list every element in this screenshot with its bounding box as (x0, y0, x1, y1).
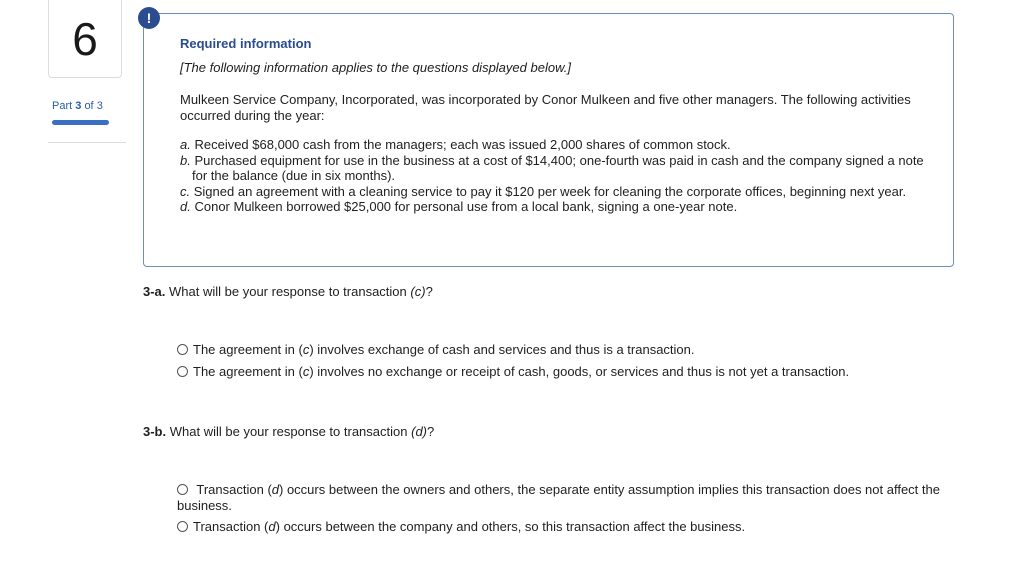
part-current: 3 (75, 100, 82, 112)
radio-option-3a-2[interactable]: The agreement in (c) involves no exchange or receipt of cash, goods, or services and thus is not yet a transaction. (177, 364, 937, 380)
activity-item: a. Received $68,000 cash from the managers; each was issued 2,000 shares of common stock. (180, 137, 731, 152)
part-progress-bar (52, 120, 109, 125)
part-prefix: Part (52, 100, 73, 112)
question-number-box (48, 0, 122, 78)
exclamation-icon: ! (138, 7, 160, 29)
info-note: [The following information applies to the questions displayed below.] (180, 60, 571, 75)
activity-item: d. Conor Mulkeen borrowed $25,000 for personal use from a local bank, signing a one-year note. (180, 199, 738, 214)
radio-button[interactable] (177, 366, 188, 377)
radio-option-3b-1[interactable]: Transaction (d) occurs between the owners and others, the separate entity assumption implies this transaction does not affect the business. (177, 482, 940, 513)
radio-option-3b-2[interactable]: Transaction (d) occurs between the company and others, so this transaction affect the business. (177, 519, 957, 535)
question-3b: 3-b. What will be your response to transaction (d)? (143, 424, 435, 439)
info-title: Required information (180, 36, 312, 51)
activities-list (180, 137, 940, 215)
radio-button[interactable] (177, 521, 188, 532)
part-indicator (52, 100, 103, 112)
part-sep: of (84, 100, 94, 112)
question-3a: 3-a. What will be your response to transaction (c)? (143, 284, 433, 299)
part-total: 3 (96, 100, 103, 112)
activity-item: b. Purchased equipment for use in the business at a cost of $14,400; one-fourth was paid in cash and the company signed a note for the balance (due in six months). (180, 152, 924, 183)
activity-item: c. Signed an agreement with a cleaning service to pay it $120 per week for cleaning the corporate offices, beginning next year. (180, 183, 907, 199)
sidebar-divider (48, 142, 126, 143)
question-number: 6 (72, 12, 98, 65)
info-intro: Mulkeen Service Company, Incorporated, was incorporated by Conor Mulkeen and five other managers. The following activities occurred during the year: (180, 92, 911, 123)
radio-option-3a-1[interactable]: The agreement in (c) involves exchange of cash and services and thus is a transaction. (177, 342, 937, 358)
required-information-panel (143, 13, 954, 267)
radio-button[interactable] (177, 344, 188, 355)
radio-button[interactable] (177, 484, 188, 495)
